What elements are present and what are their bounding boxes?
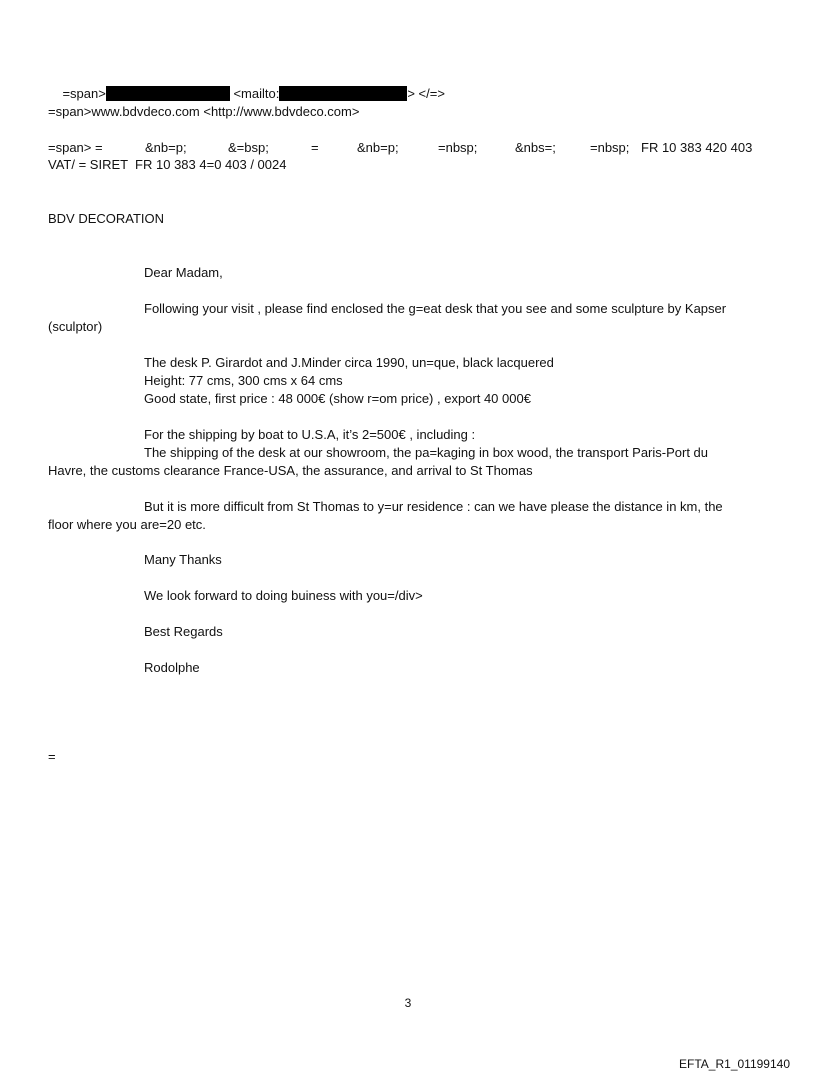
shipping-intro: For the shipping by boat to U.S.A, it’s 2=500€ , including : [144, 427, 476, 442]
siret-line: VAT/ = SIRET FR 10 383 4=0 403 / 0024 [48, 157, 287, 172]
mailto-label: <mailto: [233, 86, 280, 101]
redacted-email-name [106, 86, 230, 101]
vat-number: FR 10 383 420 403 [641, 140, 753, 155]
trailing-equals: = [48, 749, 56, 764]
vat-token: &nbs=; [515, 140, 556, 155]
vat-token: &nb=p; [145, 140, 187, 155]
vat-token: = [311, 140, 319, 155]
vat-token: =nbsp; [590, 140, 630, 155]
shipping-details: The shipping of the desk at our showroom, the pa=kaging in box wood, the transport Paris-Port du [144, 445, 709, 460]
document-id: EFTA_R1_01199140 [679, 1057, 790, 1071]
signature: Rodolphe [144, 660, 200, 675]
company-name: BDV DECORATION [48, 211, 165, 226]
shipping-details-cont: Havre, the customs clearance France-USA, the assurance, and arrival to St Thomas [48, 463, 533, 478]
desk-price: Good state, first price : 48 000€ (show r=om price) , export 40 000€ [144, 391, 531, 406]
page-number: 3 [404, 996, 412, 1010]
vat-token: &=bsp; [228, 140, 269, 155]
thanks-line: Many Thanks [144, 552, 222, 567]
span-prefix: =span> [62, 86, 106, 101]
mailto-suffix: > </=> [407, 86, 445, 101]
letter-greeting: Dear Madam, [144, 265, 223, 280]
desk-description: The desk P. Girardot and J.Minder circa 1990, un=que, black lacquered [144, 355, 554, 370]
redacted-email-address [279, 86, 407, 101]
residence-question: But it is more difficult from St Thomas to y=ur residence : can we have please the distance in km, the [144, 499, 723, 514]
regards-line: Best Regards [144, 624, 223, 639]
paragraph-visit-cont: (sculptor) [48, 319, 103, 334]
paragraph-visit: Following your visit , please find enclosed the g=eat desk that you see and some sculpture by Kapser [144, 301, 727, 316]
vat-token: &nb=p; [357, 140, 399, 155]
forward-line: We look forward to doing buiness with you=/div> [144, 588, 423, 603]
website-line: =span>www.bdvdeco.com <http://www.bdvdeco.com> [48, 104, 360, 119]
vat-token: =nbsp; [438, 140, 478, 155]
residence-question-cont: floor where you are=20 etc. [48, 517, 206, 532]
vat-token: =span> = [48, 140, 103, 155]
desk-dimensions: Height: 77 cms, 300 cms x 64 cms [144, 373, 343, 388]
